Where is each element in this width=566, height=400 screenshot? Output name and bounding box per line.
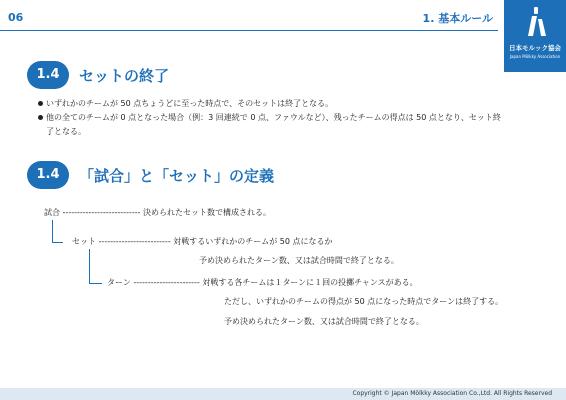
header-rule — [0, 30, 498, 31]
header-title: 1. 基本ルール — [422, 12, 493, 25]
section-title: セットの終了 — [79, 67, 170, 85]
tree-connector — [52, 220, 63, 243]
bullet-item: いずれかのチームが 50 点ちょうどに至った時点で、そのセットは終了となる。 — [38, 97, 508, 111]
association-logo — [504, 0, 566, 72]
page-number: 06 — [8, 11, 24, 24]
copyright-text: Copyright © Japan Mölkky Association Co.,Ltd. All Rights Reserved — [352, 390, 552, 397]
section-title: 「試合」と「セット」の定義 — [79, 167, 275, 185]
definition-turn-continued: 予め決められたターン数、又は試合時間で終了となる。 — [224, 317, 424, 326]
logo-name: 日本モルック協会 — [509, 44, 561, 52]
definition-match: 試合 --------------------------- 決められたセット数で構成される。 — [44, 208, 272, 217]
definition-set: セット ------------------------- 対戦するいずれかのチームが 50 点になるか — [72, 237, 333, 246]
definition-set-continued: 予め決められたターン数、又は試合時間で終了となる。 — [199, 256, 399, 265]
bullet-item: 他の全てのチームが 0 点となった場合（例：3 回連続で 0 点、ファウルなど）、残ったチームの得点は 50 点となり、セット終了となる。 — [38, 111, 508, 139]
section-number-badge: 1.4 — [27, 161, 69, 189]
logo-subtitle: Japan Mölkky Association — [509, 54, 561, 59]
definition-turn-continued: ただし、いずれかのチームの得点が 50 点になった時点でターンは終了する。 — [224, 297, 504, 306]
definition-turn: ターン ----------------------- 対戦する各チームは１ターンに１回の投擲チャンスがある。 — [107, 278, 418, 287]
section-number-badge: 1.4 — [27, 61, 69, 89]
rules-bullet-list — [38, 97, 508, 139]
footer-bar — [0, 388, 566, 400]
tree-connector — [89, 249, 102, 284]
molkky-pins-icon — [521, 6, 551, 38]
